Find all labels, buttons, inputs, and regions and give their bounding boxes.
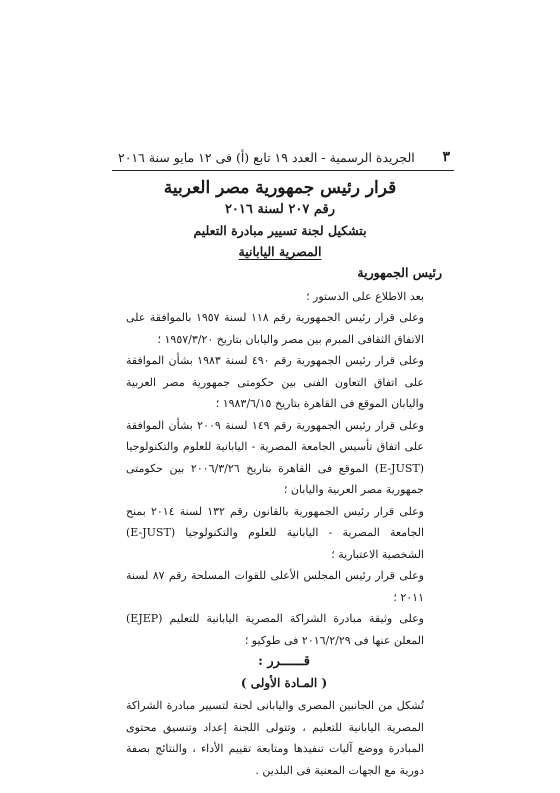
page-number: ٣ [442,149,450,165]
preamble-paragraph: وعلى قرار رئيس الجمهورية بالقانون رقم ١٣٢ لسنة ٢٠١٤ بمنح الجامعة المصرية - اليابانية للعلوم والتكنولوجيا (E-JUST) الشخصية الاعتبارية ؛ [126,504,424,561]
decree-subject-line1: بتشكيل لجنة تسيير مبادرة التعليم [193,223,367,238]
preamble-paragraph: وعلى قرار رئيس المجلس الأعلى للقوات المسلحة رقم ٨٧ لسنة ٢٠١١ ؛ [126,569,424,604]
decree-body [126,262,442,781]
president-heading: رئيس الجمهورية [357,265,442,280]
preamble-paragraph: وعلى قرار رئيس الجمهورية رقم ١١٨ لسنة ١٩٥٧ بالموافقة على الاتفاق الثقافى المبرم بين مصر واليابان بتاريخ ١٩٥٧/٣/٢٠ ؛ [126,311,424,346]
decree-title-block [100,176,460,262]
header-divider [112,170,454,171]
gazette-issue-line: الجريدة الرسمية - العدد ١٩ تابع (أ) فى ١٢ مايو سنة ٢٠١٦ [118,149,415,165]
decree-subject-line2: المصرية اليابانية [238,244,322,259]
decree-heading: قــــــرر : [258,654,310,669]
article-one-text: تُشكل من الجانبين المصرى واليابانى لجنة لتسيير مبادرة الشراكة المصرية اليابانية للتعليم ، وتتولى اللجنة إعداد وتنسيق محتوى المبادرة ووضع آليات تنفيذها ومتابعة تقييم الأداء ، والنتائج بصفة دورية مع الجهات المعنية فى البلدين . [126,699,424,777]
preamble-paragraph: بعد الاطلاع على الدستور ؛ [306,289,424,303]
page-header [118,147,450,167]
decree-title: قرار رئيس جمهورية مصر العربية [163,178,397,198]
decree-number: رقم ٢٠٧ لسنة ٢٠١٦ [224,202,336,217]
preamble-paragraph: وعلى قرار رئيس الجمهورية رقم ١٤٩ لسنة ٢٠٠٩ بشأن الموافقة على اتفاق تأسيس الجامعة المصرية - اليابانية للعلوم والتكنولوجيا (E-JUST) الموقع فى القاهرة بتاريخ ٢٠٠٦/٣/٢٦ بين حكومتى جمهورية مصر العربية واليابان ؛ [126,418,425,496]
preamble-paragraph: وعلى وثيقة مبادرة الشراكة المصرية اليابانية للتعليم (EJEP) المعلن عنها فى ٢٠١٦/٢/٢٩ فى طوكيو ؛ [126,612,424,647]
article-one-heading: ( المـادة الأولى ) [240,676,328,690]
preamble-paragraph: وعلى قرار رئيس الجمهورية رقم ٤٩٠ لسنة ١٩٨٣ بشأن الموافقة على اتفاق التعاون الفنى بين حكومتى جمهورية مصر العربية واليابان الموقع فى القاهرة بتاريخ ١٩٨٣/٦/١٥ ؛ [126,354,424,410]
